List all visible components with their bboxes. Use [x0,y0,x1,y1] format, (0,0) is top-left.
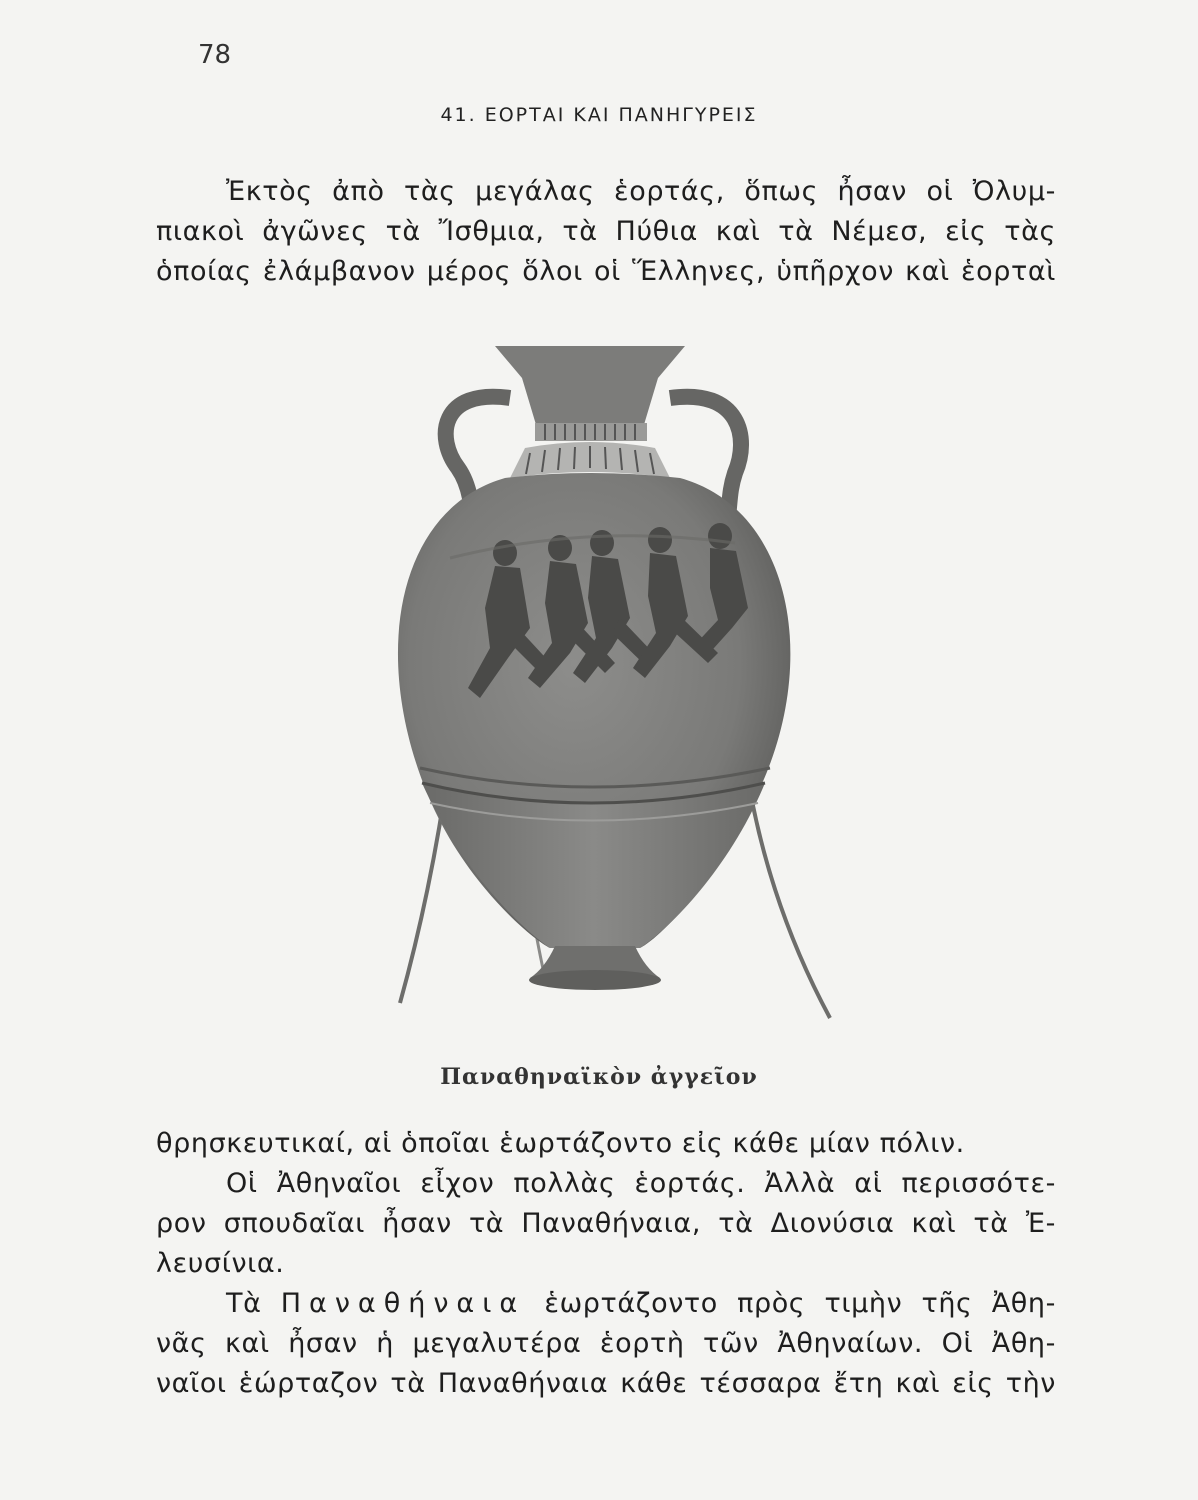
amphora-illustration [340,328,860,1028]
chapter-title: 41. ΕΟΡΤΑΙ ΚΑΙ ΠΑΝΗΓΥΡΕΙΣ [440,104,758,126]
text-line: ρον σπουδαῖαι ἦσαν τὰ Παναθήναια, τὰ Διονύσια καὶ τὰ Ἐ- [156,1208,1056,1239]
text-line: Οἱ Ἀθηναῖοι εἶχον πολλὰς ἑορτάς. Ἀλλὰ αἱ περισσότε- [226,1168,1056,1199]
text-run: Τὰ [226,1288,281,1319]
intro-paragraph [156,172,1056,292]
text-line: Ἐκτὸς ἀπὸ τὰς μεγάλας ἑορτάς, ὅπως ἦσαν οἱ Ὀλυμ- [226,176,1056,207]
text-line: νᾶς καὶ ἦσαν ἡ μεγαλυτέρα ἑορτὴ τῶν Ἀθηναίων. Οἱ Ἀθη- [156,1328,1056,1359]
page-number: 78 [198,40,232,70]
text-run: ἑωρτάζοντο πρὸς τιμὴν τῆς Ἀθη- [525,1288,1056,1319]
emphasized-term: Παναθήναια [280,1288,526,1319]
body-paragraph-2 [156,1284,1056,1404]
panathenaic-amphora-image [340,328,860,1028]
text-line: ναῖοι ἑώρταζον τὰ Παναθήναια κάθε τέσσαρα ἔτη καὶ εἰς τὴν [156,1368,1056,1399]
text-line: ὁποίας ἐλάμβανον μέρος ὅλοι οἱ Ἕλληνες, ὑπῆρχον καὶ ἑορταὶ [156,256,1056,287]
figure-caption: Παναθηναϊκὸν ἀγγεῖον [440,1064,758,1090]
text-line [156,1284,1056,1324]
text-line: λευσίνια. [156,1248,285,1279]
body-paragraph-1 [156,1124,1056,1284]
text-line: θρησκευτικαί, αἱ ὁποῖαι ἑωρτάζοντο εἰς κάθε μίαν πόλιν. [156,1128,965,1159]
text-line: πιακοὶ ἀγῶνες τὰ Ἴσθμια, τὰ Πύθια καὶ τὰ Νέμεσ, εἰς τὰς [156,216,1056,247]
